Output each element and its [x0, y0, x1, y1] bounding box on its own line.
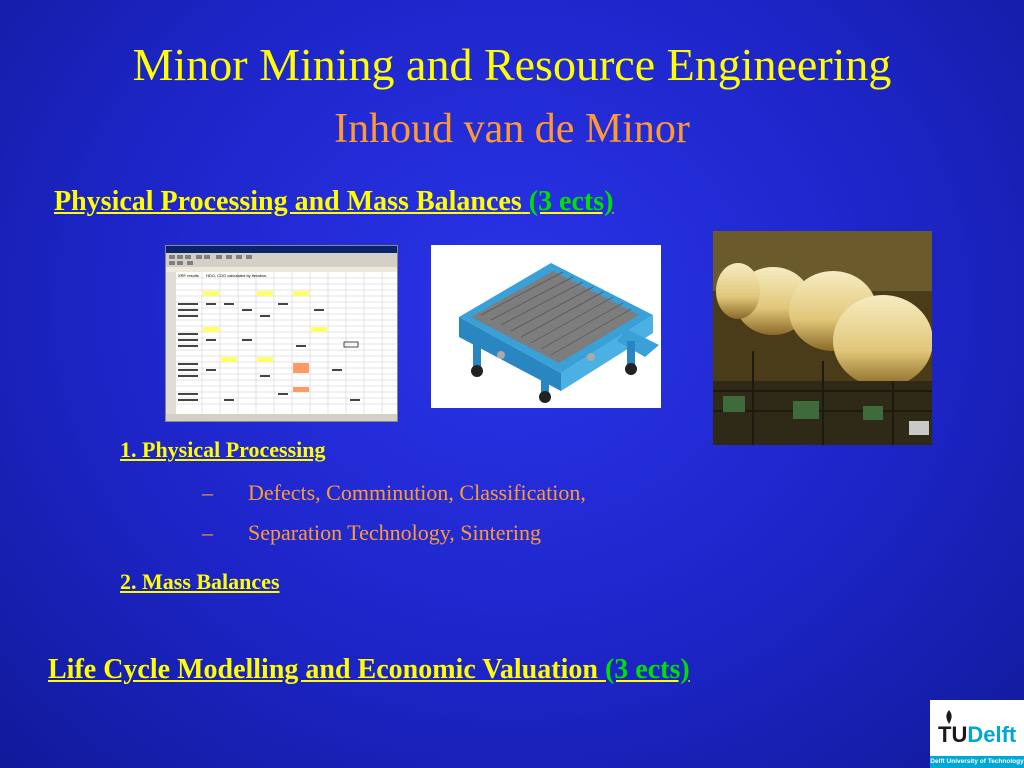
- spreadsheet-title: XRF results: [178, 273, 199, 278]
- section-label: Physical Processing and Mass Balances: [54, 186, 522, 217]
- dash-marker: –: [202, 480, 213, 505]
- logo-delft: Delft: [967, 722, 1017, 747]
- screen-equipment-graphic: [431, 245, 661, 408]
- spreadsheet-note: HDO, COO calculated by iteration.: [206, 273, 268, 278]
- slide-title: Minor Mining and Resource Engineering: [132, 39, 892, 90]
- topic-physical-processing: 1. Physical Processing: [120, 437, 326, 462]
- logo-tagline: Delft University of Technology: [930, 756, 1024, 768]
- section-physical-processing: [54, 184, 613, 220]
- bullet-text: Separation Technology, Sintering: [248, 520, 541, 545]
- ects-badge: (3 ects): [604, 654, 690, 685]
- topic-mass-balances: 2. Mass Balances: [120, 569, 280, 594]
- bullet-text: Defects, Comminution, Classification,: [248, 480, 586, 505]
- grinding-mill-photo: [713, 231, 932, 445]
- bullet-item: [202, 519, 541, 547]
- ects-badge: (3 ects): [528, 186, 614, 217]
- spreadsheet-graphic: [166, 246, 397, 421]
- section-life-cycle: [48, 652, 690, 688]
- grinding-mill-graphic: [713, 231, 932, 445]
- section-label: Life Cycle Modelling and Economic Valuation: [48, 654, 598, 685]
- tudelft-logo: [930, 700, 1024, 768]
- spreadsheet-image: [165, 245, 398, 422]
- logo-tu: TU: [938, 722, 968, 747]
- dash-marker: –: [202, 520, 213, 545]
- slide-subtitle: Inhoud van de Minor: [334, 106, 690, 152]
- bullet-item: [202, 479, 586, 507]
- logo-wordmark: [938, 722, 1016, 748]
- screen-equipment-image: [431, 245, 661, 408]
